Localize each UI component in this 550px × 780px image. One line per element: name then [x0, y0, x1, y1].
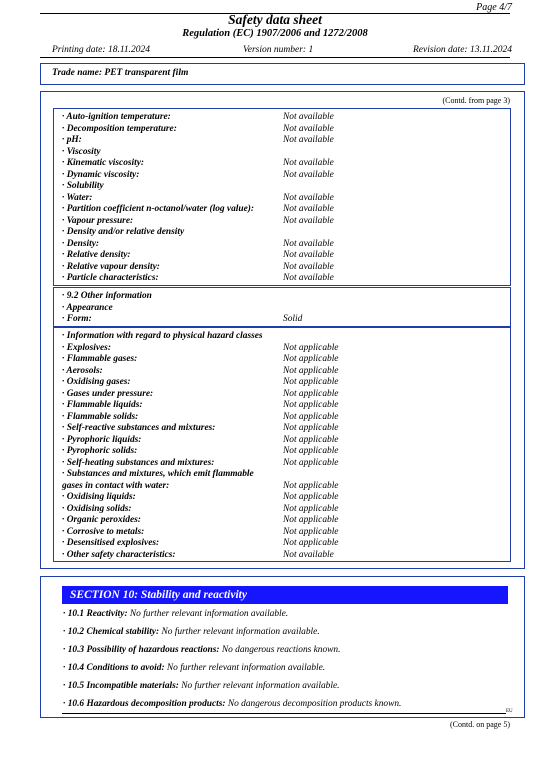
property-label: · Aerosols:: [62, 365, 103, 376]
revision-date: Revision date: 13.11.2024: [412, 45, 512, 55]
property-value: Not applicable: [283, 434, 339, 445]
property-label: · 9.2 Other information: [62, 291, 152, 301]
property-value: Not available: [283, 158, 334, 168]
property-value: Not applicable: [283, 423, 339, 433]
section10-item: [63, 663, 325, 673]
property-value: Not applicable: [283, 446, 339, 456]
property-value: Not applicable: [283, 400, 339, 410]
property-label: · Gases under pressure:: [62, 388, 154, 399]
property-label: gases in contact with water:: [62, 480, 170, 491]
section10-item: [63, 609, 288, 619]
property-label: · Flammable liquids:: [62, 400, 143, 410]
property-label: · Relative vapour density:: [62, 261, 160, 272]
property-value: Not applicable: [283, 365, 339, 376]
section10-item-label: · 10.6 Hazardous decomposition products:: [63, 699, 226, 709]
property-label: · Water:: [62, 192, 93, 203]
property-label: · Pyrophoric solids:: [62, 446, 138, 456]
property-label: · Solubility: [62, 181, 104, 191]
property-label: · Explosives:: [62, 342, 111, 353]
property-label: · Appearance: [62, 302, 113, 313]
property-label: · Flammable gases:: [62, 354, 138, 364]
contd-on-page: (Contd. on page 5): [450, 720, 510, 729]
property-label: · Oxidising gases:: [62, 377, 131, 387]
property-label: · Self-heating substances and mixtures:: [62, 457, 215, 468]
property-label: · Viscosity: [62, 146, 101, 157]
property-value: Not available: [283, 123, 334, 134]
property-label: · Organic peroxides:: [62, 515, 141, 525]
property-label: · Desensitised explosives:: [62, 538, 160, 548]
section10-item-label: · 10.1 Reactivity:: [63, 609, 128, 619]
property-value: Not available: [283, 238, 334, 249]
property-value: Not applicable: [283, 342, 339, 353]
property-value: Not applicable: [283, 538, 339, 548]
property-value: Not applicable: [283, 354, 339, 364]
property-label: · Dynamic viscosity:: [62, 169, 140, 180]
document-subtitle: Regulation (EC) 1907/2006 and 1272/2008: [182, 28, 368, 39]
header-rule: [40, 57, 510, 58]
property-label: · Corrosive to metals:: [62, 526, 145, 537]
section10-item-label: · 10.2 Chemical stability:: [63, 627, 160, 637]
section10-item: [63, 627, 320, 637]
document-title: Safety data sheet: [228, 12, 322, 27]
property-label: · Density and/or relative density: [62, 227, 185, 237]
version-number: Version number: 1: [243, 45, 314, 55]
property-label: · Oxidising liquids:: [62, 492, 136, 502]
property-label: · Vapour pressure:: [62, 215, 134, 226]
property-value: Not available: [283, 549, 334, 560]
printing-date: Printing date: 18.11.2024: [52, 45, 150, 55]
property-value: Not applicable: [283, 377, 339, 387]
property-value: Not available: [283, 112, 334, 122]
section10-item-label: · 10.4 Conditions to avoid:: [63, 663, 165, 673]
property-value: Not applicable: [283, 388, 339, 399]
property-value: Not applicable: [283, 480, 339, 491]
section10-item-text: No dangerous reactions known.: [221, 645, 341, 655]
property-label: · Density:: [62, 238, 99, 249]
property-value: Solid: [283, 314, 303, 324]
property-value: Not applicable: [283, 411, 339, 422]
property-label: · Decomposition temperature:: [62, 123, 177, 134]
section10-item-label: · 10.3 Possibility of hazardous reactions:: [63, 645, 220, 655]
property-label: · Oxidising solids:: [62, 503, 132, 514]
property-label: · Other safety characteristics:: [62, 549, 176, 560]
property-value: Not available: [283, 261, 334, 272]
property-label: · Relative density:: [62, 250, 131, 260]
property-label: · Substances and mixtures, which emit flammable: [62, 469, 254, 479]
property-value: Not applicable: [283, 503, 339, 514]
property-value: Not applicable: [283, 492, 339, 502]
property-label: · Flammable solids:: [62, 411, 139, 422]
section10-heading: SECTION 10: Stability and reactivity: [62, 586, 508, 604]
section10-item-text: No further relevant information available.: [161, 627, 320, 637]
property-value: Not available: [283, 192, 334, 203]
section10-item-text: No further relevant information available.: [181, 681, 340, 691]
property-label: · pH:: [62, 135, 82, 145]
contd-from-page: (Contd. from page 3): [442, 96, 510, 105]
page-number: Page 4/7: [476, 2, 512, 13]
section10-item: [63, 699, 401, 709]
property-value: Not available: [283, 169, 334, 180]
property-label: · Self-reactive substances and mixtures:: [62, 423, 216, 433]
section10-item-text: No further relevant information available.: [166, 663, 326, 673]
property-label: · Kinematic viscosity:: [62, 158, 145, 168]
property-label: · Particle characteristics:: [62, 273, 159, 283]
trade-name: Trade name: PET transparent film: [52, 68, 189, 78]
property-label: · Form:: [62, 314, 92, 324]
property-value: Not applicable: [283, 457, 339, 468]
property-value: Not available: [283, 250, 334, 260]
property-value: Not applicable: [283, 515, 339, 525]
section10-item-text: No dangerous decomposition products known.: [227, 699, 402, 709]
eu-tag: EU: [506, 709, 513, 714]
property-label: · Auto-ignition temperature:: [62, 112, 171, 122]
property-label: · Pyrophoric liquids:: [62, 434, 142, 445]
property-value: Not available: [283, 135, 334, 145]
property-value: Not available: [283, 215, 334, 226]
section10-item: [63, 681, 339, 691]
footer-rule: [62, 713, 512, 714]
property-label: · Partition coefficient n-octanol/water (log value):: [62, 204, 254, 214]
property-label: · Information with regard to physical hazard classes: [62, 331, 263, 341]
section10-item: [63, 645, 340, 655]
property-value: Not available: [283, 273, 334, 283]
property-value: Not applicable: [283, 526, 339, 537]
section10-item-label: · 10.5 Incompatible materials:: [63, 681, 179, 691]
trade-name-box: [40, 63, 525, 85]
property-value: Not available: [283, 204, 334, 214]
section10-item-text: No further relevant information available.: [129, 609, 289, 619]
